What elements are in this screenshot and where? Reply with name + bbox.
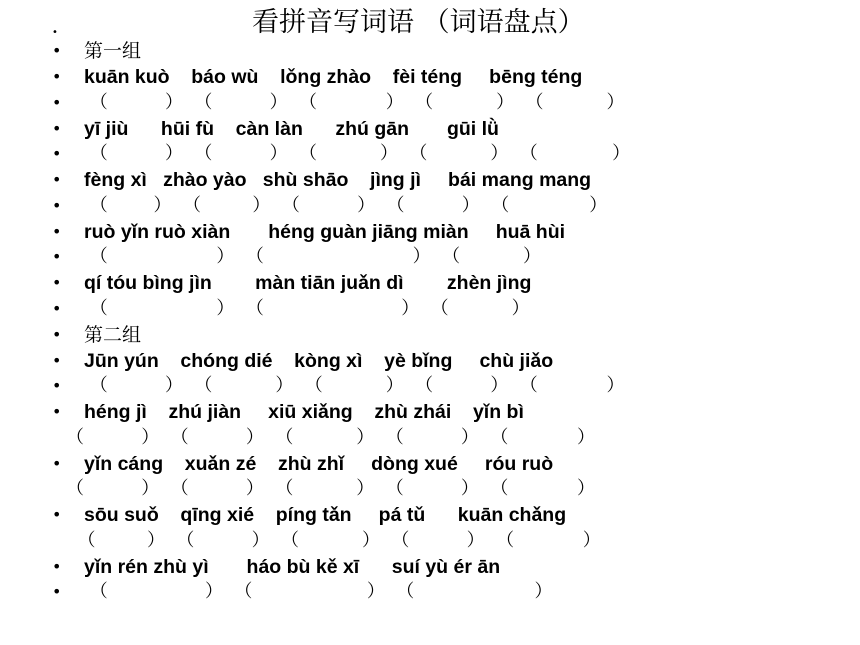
bullet-marker: • [52,144,62,163]
bullet-marker: • [52,170,62,189]
bullet-marker: • [52,196,62,215]
bullet-marker: • [52,351,62,370]
bullet-marker: • [52,41,62,60]
bullet-marker: • [52,376,62,395]
bullet-marker: • [52,27,58,38]
bullet-marker: • [52,67,62,86]
bullet-marker: • [52,299,62,318]
bullet-marker: • [52,402,62,421]
bullet-marker: • [52,247,62,266]
bullet-marker: • [52,557,62,576]
bullet-marker: • [52,505,62,524]
bullet-marker: • [52,93,62,112]
bullet-marker: • [52,582,62,601]
bullet-marker: • [52,222,62,241]
bullet-marker: • [52,119,62,138]
bullet-marker: • [52,325,62,344]
page-title: 看拼音写词语 （词语盘点） [252,7,585,38]
bullet-marker: • [52,454,62,473]
bullet-marker: • [52,273,62,292]
